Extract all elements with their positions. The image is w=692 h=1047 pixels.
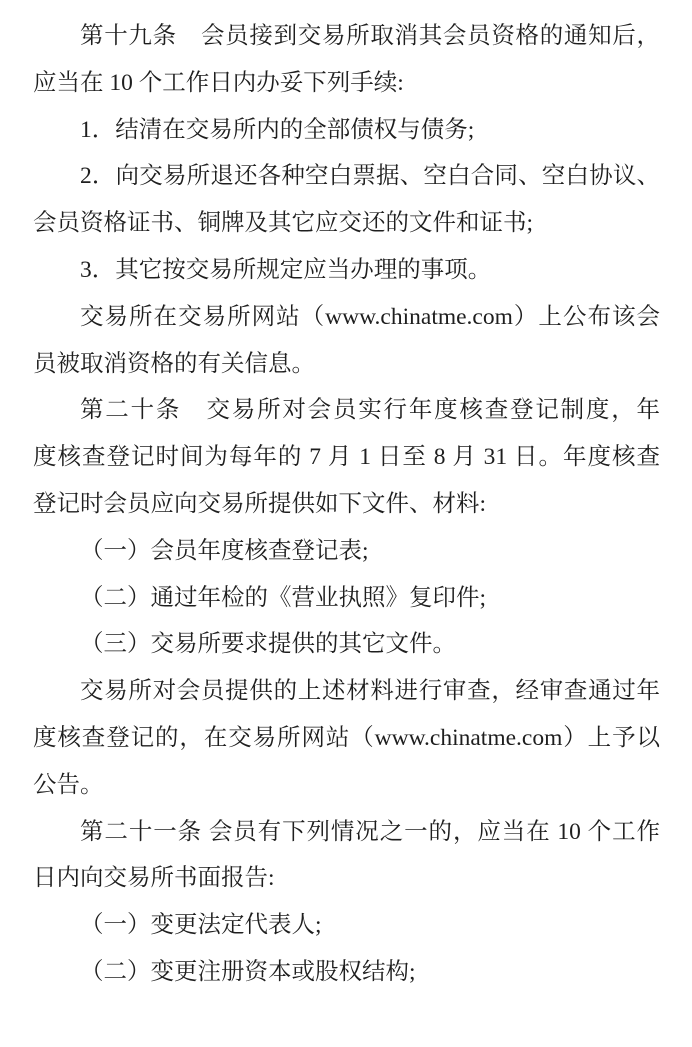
document-line: （三）交易所要求提供的其它文件。 [80,631,456,658]
document-line: 应当在 10 个工作日内办妥下列手续: [33,69,404,96]
document-line: 第十九条 会员接到交易所取消其会员资格的通知后， [80,23,660,49]
document-line: 登记时会员应向交易所提供如下文件、材料: [33,490,487,517]
document-line: 第二十一条 会员有下列情况之一的，应当在 10 个工作 [80,818,660,845]
document-line: （一）会员年度核查登记表; [80,537,369,564]
document-line: （二）变更注册资本或股权结构; [80,958,416,985]
document-line: （二）通过年检的《营业执照》复印件; [80,584,487,611]
document-line: 会员资格证书、铜牌及其它应交还的文件和证书; [33,210,534,237]
document-line: 公告。 [33,771,104,798]
document-line: 交易所在交易所网站（www.chinatme.com）上公布该会 [80,303,660,330]
document-line: 度核查登记的，在交易所网站（www.chinatme.com）上予以 [33,724,660,751]
document-line: 日内向交易所书面报告: [33,865,275,892]
document-line: 2．向交易所退还各种空白票据、空白合同、空白协议、 [80,163,660,190]
document-line: 第二十条 交易所对会员实行年度核查登记制度，年 [80,397,660,424]
document-line: （一）变更法定代表人; [80,912,322,939]
document-line: 1．结清在交易所内的全部债权与债务; [80,116,475,143]
document-line: 交易所对会员提供的上述材料进行审查，经审查通过年 [80,678,660,705]
document-line: 3．其它按交易所规定应当办理的事项。 [80,256,492,283]
document-line: 员被取消资格的有关信息。 [33,350,315,377]
document-line: 度核查登记时间为每年的 7 月 1 日至 8 月 31 日。年度核查 [33,444,660,471]
